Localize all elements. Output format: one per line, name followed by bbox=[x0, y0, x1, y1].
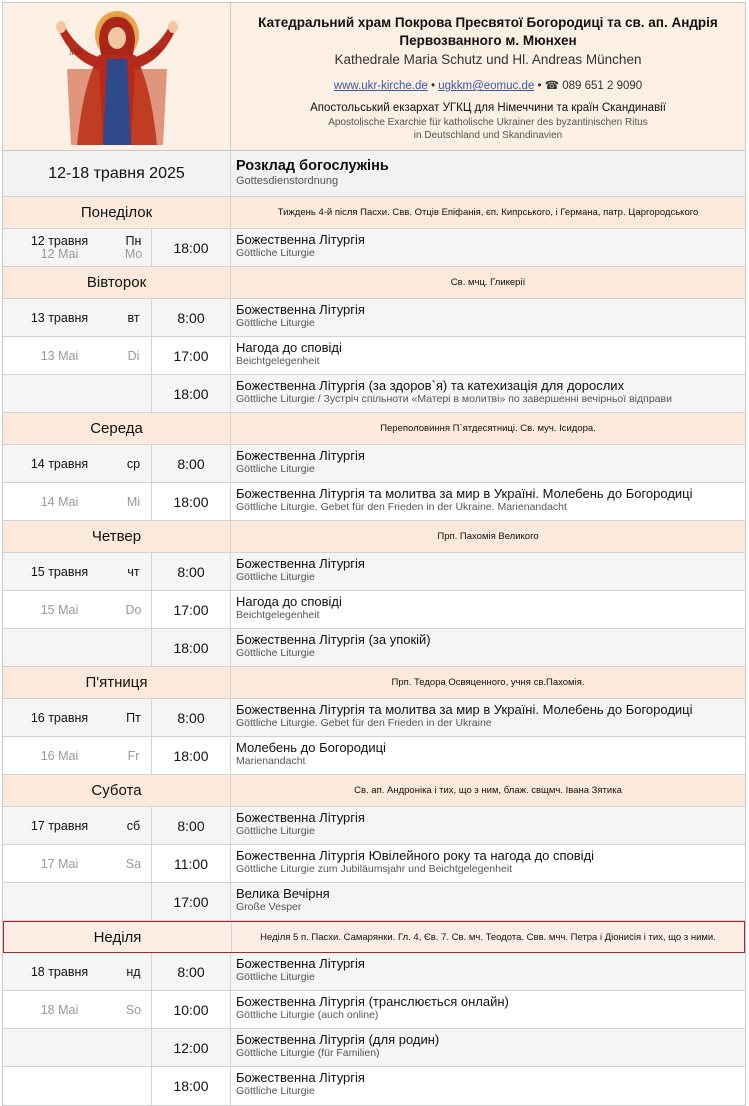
service-desc bbox=[231, 553, 745, 590]
service-desc bbox=[231, 299, 745, 336]
service-subtitle: Beichtgelegenheit bbox=[236, 609, 320, 621]
service-desc bbox=[231, 591, 745, 628]
service-desc bbox=[231, 445, 745, 482]
service-desc bbox=[231, 483, 745, 520]
service-row bbox=[3, 337, 745, 375]
service-title: Божественна Літургія bbox=[236, 448, 365, 463]
service-row bbox=[3, 845, 745, 883]
service-title: Велика Вечірня bbox=[236, 886, 330, 901]
service-row bbox=[3, 229, 745, 267]
service-dow bbox=[116, 375, 152, 412]
service-dow: So bbox=[116, 991, 152, 1028]
service-time: 18:00 bbox=[152, 229, 231, 266]
service-title: Божественна Літургія bbox=[236, 1070, 365, 1085]
dow-uk: Пн bbox=[125, 233, 142, 248]
service-time: 8:00 bbox=[152, 699, 231, 736]
service-time: 8:00 bbox=[152, 953, 231, 990]
day-feast: Прп. Тедора Освяценного, учня св.Пахомія. bbox=[391, 677, 585, 688]
service-row bbox=[3, 883, 745, 921]
service-dow bbox=[116, 229, 152, 266]
header-text bbox=[231, 3, 745, 150]
day-feast: Прп. Пахомія Великого bbox=[437, 531, 539, 542]
service-title: Божественна Літургія bbox=[236, 956, 365, 971]
church-title-line2: Первозванного м. Мюнхен bbox=[399, 33, 577, 48]
service-desc bbox=[231, 1067, 745, 1105]
service-dow: чт bbox=[116, 553, 152, 590]
service-time: 17:00 bbox=[152, 591, 231, 628]
service-subtitle: Göttliche Liturgie (auch online) bbox=[236, 1009, 379, 1021]
service-subtitle: Göttliche Liturgie zum Jubiläumsjahr und Beichtgelegenheit bbox=[236, 863, 513, 875]
day-feast: Св. ап. Андроніка і тих, що з ним, блаж. свщмч. Івана Зятика bbox=[354, 785, 622, 796]
header bbox=[3, 3, 745, 151]
service-subtitle: Göttliche Liturgie bbox=[236, 463, 315, 475]
service-date: 16 Mai bbox=[40, 748, 79, 763]
title-box bbox=[231, 151, 389, 196]
service-row bbox=[3, 591, 745, 629]
date-stack bbox=[31, 235, 88, 261]
service-date bbox=[3, 1067, 116, 1105]
date-range: 12-18 травня 2025 bbox=[3, 151, 231, 196]
separator: • bbox=[430, 80, 439, 92]
service-desc bbox=[231, 375, 745, 412]
service-row bbox=[3, 953, 745, 991]
day-feast: Неділя 5 п. Пасхи. Самарянки. Гл. 4, Єв. 7. Св. мч. Теодота. Свв. мчч. Петра і Діонисія і тих, що з ними. bbox=[260, 931, 716, 943]
church-title-de: Kathedrale Maria Schutz und Hl. Andreas München bbox=[334, 52, 642, 67]
service-title: Божественна Літургія bbox=[236, 302, 365, 317]
date-de: 12 Mai bbox=[40, 246, 79, 261]
schedule-sheet bbox=[2, 2, 746, 1106]
service-dow bbox=[116, 1067, 152, 1105]
day-name: Неділя bbox=[4, 922, 232, 952]
service-subtitle: Göttliche Liturgie (für Familien) bbox=[236, 1047, 380, 1059]
exarchate-uk: Апостольський екзархат УГКЦ для Німеччини та країн Скандинавії bbox=[310, 102, 666, 114]
day-name: Понеділок bbox=[3, 197, 231, 228]
service-time: 17:00 bbox=[152, 883, 231, 920]
service-desc bbox=[231, 991, 745, 1028]
service-date: 13 Mai bbox=[40, 348, 79, 363]
day-name: Середа bbox=[3, 413, 231, 444]
service-row bbox=[3, 1029, 745, 1067]
day-name: П'ятниця bbox=[3, 667, 231, 698]
service-dow: Mi bbox=[116, 483, 152, 520]
service-date bbox=[3, 1029, 116, 1066]
service-row bbox=[3, 737, 745, 775]
service-subtitle: Göttliche Liturgie. Gebet für den Frieden in der Ukraine bbox=[236, 717, 492, 729]
service-date: 14 травня bbox=[30, 456, 89, 471]
service-row bbox=[3, 991, 745, 1029]
service-desc bbox=[231, 737, 745, 774]
service-subtitle: Beichtgelegenheit bbox=[236, 355, 320, 367]
service-title: Божественна Літургія (за здоров`я) та катехизація для дорослих bbox=[236, 378, 625, 393]
service-time: 8:00 bbox=[152, 299, 231, 336]
service-date bbox=[3, 629, 116, 666]
dow-de: Mo bbox=[124, 246, 143, 261]
day-header-tuesday bbox=[3, 267, 745, 299]
service-time: 18:00 bbox=[152, 483, 231, 520]
day-feast: Св. мчц. Гликерії bbox=[450, 277, 526, 288]
day-header-monday bbox=[3, 197, 745, 229]
service-date: 13 травня bbox=[30, 310, 89, 325]
service-date: 17 Mai bbox=[40, 856, 79, 871]
service-subtitle: Marienandacht bbox=[236, 755, 306, 767]
service-desc bbox=[231, 629, 745, 666]
service-desc bbox=[231, 807, 745, 844]
service-title: Нагода до сповіді bbox=[236, 340, 342, 355]
service-date: 17 травня bbox=[30, 818, 89, 833]
service-dow: нд bbox=[116, 953, 152, 990]
dow-stack bbox=[125, 235, 142, 261]
day-header-thursday bbox=[3, 521, 745, 553]
service-desc bbox=[231, 845, 745, 882]
service-subtitle: Göttliche Liturgie bbox=[236, 647, 315, 659]
service-date: 15 Mai bbox=[40, 602, 79, 617]
service-row bbox=[3, 483, 745, 521]
service-desc bbox=[231, 699, 745, 736]
service-time: 17:00 bbox=[152, 337, 231, 374]
service-time: 8:00 bbox=[152, 553, 231, 590]
phone: ☎ 089 651 2 9090 bbox=[544, 80, 643, 92]
service-subtitle: Göttliche Liturgie / Зустріч спільноти «Матері в молитві» по завершенні вечірньої відправи bbox=[236, 393, 672, 405]
exarchate-de-line2: in Deutschland und Skandinavien bbox=[413, 130, 563, 141]
schedule-title: Розклад богослужінь bbox=[236, 158, 389, 174]
icon-letters-left: МР bbox=[68, 46, 82, 57]
service-title: Нагода до сповіді bbox=[236, 594, 342, 609]
service-time: 18:00 bbox=[152, 629, 231, 666]
day-feast: Переполовиння П`ятдесятниці. Св. муч. Ісидора. bbox=[380, 423, 596, 434]
service-subtitle: Göttliche Liturgie bbox=[236, 317, 315, 329]
day-feast: Тиждень 4-й після Пасхи. Свв. Отців Епіфанія, єп. Кипрського, і Германа, патр. Царгородського bbox=[277, 207, 699, 218]
service-row bbox=[3, 553, 745, 591]
service-dow bbox=[116, 629, 152, 666]
service-title: Божественна Літургія та молитва за мир в Україні. Молебень до Богородиці bbox=[236, 486, 693, 501]
day-header-sunday bbox=[3, 921, 745, 953]
service-date: 18 Mai bbox=[40, 1002, 79, 1017]
service-row bbox=[3, 699, 745, 737]
service-dow: сб bbox=[116, 807, 152, 844]
service-date: 16 травня bbox=[30, 710, 89, 725]
service-desc bbox=[231, 337, 745, 374]
service-title: Божественна Літургія bbox=[236, 232, 365, 247]
service-time: 11:00 bbox=[152, 845, 231, 882]
service-dow: Sa bbox=[116, 845, 152, 882]
service-desc bbox=[231, 229, 745, 266]
service-dow: Do bbox=[116, 591, 152, 628]
separator: • bbox=[537, 80, 545, 92]
exarchate-de-line1: Apostolische Exarchie für katholische Ukrainer des byzantinischen Ritus bbox=[328, 117, 648, 128]
service-date: 18 травня bbox=[30, 964, 89, 979]
service-dow: ср bbox=[116, 445, 152, 482]
service-row bbox=[3, 445, 745, 483]
service-title: Божественна Літургія Ювілейного року та нагода до сповіді bbox=[236, 848, 595, 863]
service-date: 14 Mai bbox=[40, 494, 79, 509]
day-header-wednesday bbox=[3, 413, 745, 445]
day-header-friday bbox=[3, 667, 745, 699]
service-subtitle: Göttliche Liturgie bbox=[236, 247, 315, 259]
day-name: Субота bbox=[3, 775, 231, 806]
service-time: 18:00 bbox=[152, 375, 231, 412]
service-title: Божественна Літургія (за упокій) bbox=[236, 632, 431, 647]
service-date: 15 травня bbox=[30, 564, 89, 579]
service-time: 18:00 bbox=[152, 1067, 231, 1105]
service-title: Божественна Літургія та молитва за мир в Україні. Молебень до Богородиці bbox=[236, 702, 693, 717]
service-dow bbox=[116, 1029, 152, 1066]
service-row bbox=[3, 629, 745, 667]
day-name: Четвер bbox=[3, 521, 231, 552]
church-title-line1: Катедральний храм Покрова Пресвятої Богородиці та св. ап. Андрія bbox=[258, 15, 718, 30]
service-subtitle: Göttliche Liturgie bbox=[236, 825, 315, 837]
date-uk: 12 травня bbox=[30, 233, 89, 248]
icon-letters-right: ѲУ bbox=[148, 46, 162, 57]
email-link[interactable]: ugkkm@eomuc.de bbox=[438, 80, 535, 92]
contacts bbox=[231, 78, 745, 92]
website-link[interactable]: www.ukr-kirche.de bbox=[333, 80, 428, 92]
schedule-title-row bbox=[3, 151, 745, 197]
service-time: 18:00 bbox=[152, 737, 231, 774]
service-desc bbox=[231, 953, 745, 990]
service-time: 8:00 bbox=[152, 807, 231, 844]
service-subtitle: Göttliche Liturgie bbox=[236, 971, 315, 983]
service-row bbox=[3, 299, 745, 337]
service-date bbox=[3, 883, 116, 920]
service-dow bbox=[116, 883, 152, 920]
service-title: Молебень до Богородиці bbox=[236, 740, 386, 755]
service-row bbox=[3, 375, 745, 413]
service-title: Божественна Літургія (для родин) bbox=[236, 1032, 440, 1047]
service-dow: Fr bbox=[116, 737, 152, 774]
service-dow: вт bbox=[116, 299, 152, 336]
service-time: 10:00 bbox=[152, 991, 231, 1028]
service-desc bbox=[231, 1029, 745, 1066]
service-time: 8:00 bbox=[152, 445, 231, 482]
service-subtitle: Göttliche Liturgie bbox=[236, 571, 315, 583]
service-title: Божественна Літургія (транслюється онлайн) bbox=[236, 994, 509, 1009]
service-subtitle: Göttliche Liturgie bbox=[236, 1085, 315, 1097]
service-row bbox=[3, 1067, 745, 1105]
service-date bbox=[3, 375, 116, 412]
service-title: Божественна Літургія bbox=[236, 810, 365, 825]
service-dow: Пт bbox=[116, 699, 152, 736]
service-dow: Di bbox=[116, 337, 152, 374]
service-row bbox=[3, 807, 745, 845]
schedule-subtitle: Gottesdienstordnung bbox=[236, 175, 339, 187]
day-header-saturday bbox=[3, 775, 745, 807]
service-date bbox=[3, 229, 116, 266]
service-subtitle: Große Vesper bbox=[236, 901, 302, 913]
service-desc bbox=[231, 883, 745, 920]
service-subtitle: Göttliche Liturgie. Gebet für den Frieden in der Ukraine. Marienandacht bbox=[236, 501, 567, 513]
day-name: Вівторок bbox=[3, 267, 231, 298]
icon-cell bbox=[3, 3, 231, 150]
service-title: Божественна Літургія bbox=[236, 556, 365, 571]
theotokos-icon bbox=[37, 7, 197, 147]
service-time: 12:00 bbox=[152, 1029, 231, 1066]
